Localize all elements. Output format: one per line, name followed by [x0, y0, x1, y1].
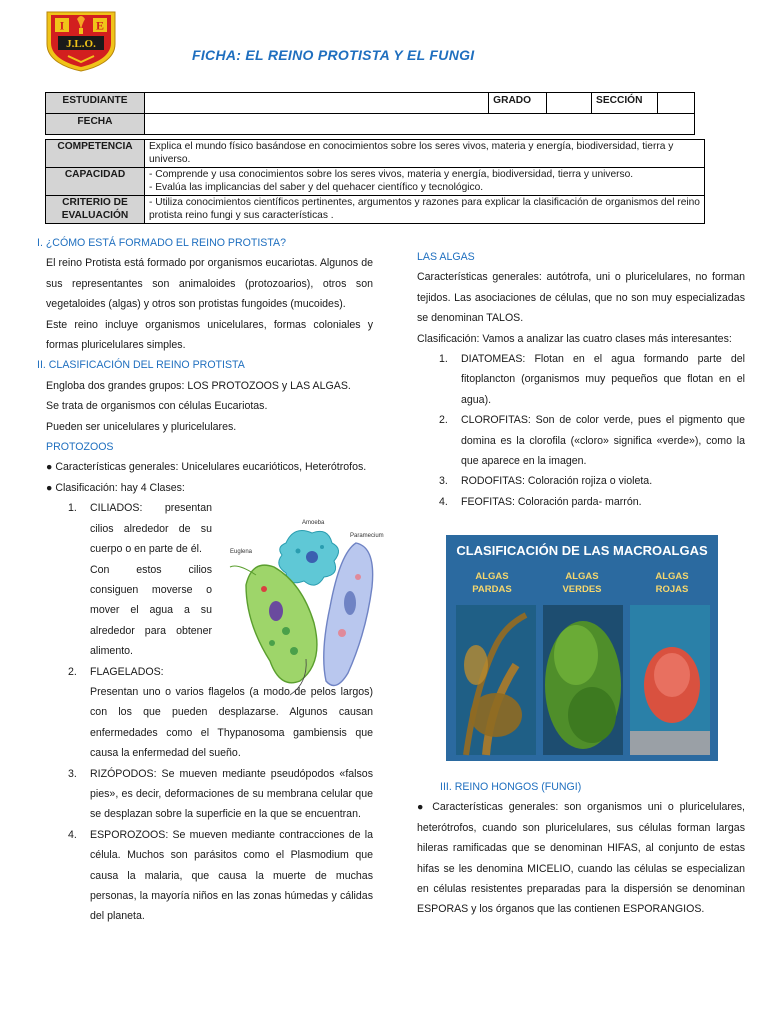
- date-field[interactable]: [144, 114, 694, 135]
- section-field[interactable]: [658, 93, 695, 114]
- competency-table: [45, 139, 705, 224]
- paragraph: Pueden ser unicelulares y pluricelulares.: [46, 420, 237, 433]
- list-item: 4. ESPOROZOOS: Se mueven mediante contracciones de la célula. Muchos son parásitos como el Plasmodium que causa la malaria, que causa la muerte de muchas personas, la mayoría niños en las zonas húmedas y cálidas del planeta.: [68, 828, 373, 923]
- logo-letter-e: E: [95, 18, 105, 33]
- column-label-brown-2: PARDAS: [472, 584, 512, 595]
- list-item: 2. FLAGELADOS: Presentan uno o varios flagelos (a modo de pelos largos) con los que pueden desplazarse. Algunos causan enfermedades como el Thypanosoma gambiensis que causa la enfermedad del sueño.: [68, 665, 373, 760]
- capacity-label: CAPACIDAD: [46, 168, 145, 196]
- bullet: ● Características generales: Unicelulares eucarióticos, Heterótrofos.: [46, 461, 367, 474]
- section-heading: LAS ALGAS: [417, 251, 475, 263]
- right-column: [417, 247, 745, 512]
- capacity-line: - Comprende y usa conocimientos sobre los seres vivos, materia y energía, biodiversidad, tierra y universo.: [149, 169, 634, 180]
- student-info-table: [45, 92, 695, 135]
- student-label: ESTUDIANTE: [46, 93, 145, 114]
- paragraph: Engloba dos grandes grupos: LOS PROTOZOOS y LAS ALGAS.: [46, 379, 351, 392]
- section-heading: II. CLASIFICACIÓN DEL REINO PROTISTA: [37, 359, 245, 372]
- macroalgae-title: CLASIFICACIÓN DE LAS MACROALGAS: [456, 543, 708, 558]
- column-label-brown: ALGAS: [475, 571, 509, 582]
- list-item: 3. RODOFITAS: Coloración rojiza o violeta.: [439, 475, 653, 488]
- list-item: 2. CLOROFITAS: Son de color verde, pues el pigmento que domina es la clorofila («cloro» significa «verde»), como la que aparece en la imagen.: [439, 414, 745, 468]
- logo-letter-i: I: [59, 18, 65, 33]
- grade-field[interactable]: [547, 93, 592, 114]
- paragraph: Este reino incluye organismos unicelulares, formas coloniales y formas pluricelulares simples.: [46, 318, 373, 352]
- red-algae-photo: [630, 605, 710, 755]
- capacity-text: [145, 168, 705, 196]
- column-label-red: ALGAS: [655, 571, 689, 582]
- paragraph: Características generales: autótrofa, uni o pluricelulares, no forman tejidos. Las asociaciones de células, que no son muy especializadas se denominan TALOS.: [417, 271, 745, 325]
- criteria-text: - Utiliza conocimientos científicos pertinentes, argumentos y razones para explicar la clasificación de organismos del reino protista reino fungi y sus características .: [145, 196, 705, 224]
- paragraph: El reino Protista está formado por organismos eucariotas. Algunos de sus representantes son animaloides (protozoarios), otros son vegetaloides (algas) y otros son protistas fungoides (mucoides).: [46, 257, 373, 311]
- fungi-section: [417, 777, 745, 920]
- capacity-line: - Evalúa las implicancias del saber y del quehacer científico y tecnológico.: [149, 181, 484, 193]
- competency-label: COMPETENCIA: [46, 140, 145, 168]
- list-item: 4. FEOFITAS: Coloración parda- marrón.: [439, 495, 642, 508]
- euglena-label: Euglena: [230, 549, 253, 555]
- column-label-red-2: ROJAS: [655, 584, 689, 595]
- protozoa-illustration: [216, 503, 396, 701]
- column-label-green: ALGAS: [565, 571, 599, 582]
- student-field[interactable]: [144, 93, 488, 114]
- list-item: 1. DIATOMEAS: Flotan en el agua formando parte del fitoplancton (organismos muy pequeños que flotan en el agua).: [439, 353, 745, 406]
- criteria-label: CRITERIO DE EVALUACIÓN: [46, 196, 145, 224]
- competency-text: Explica el mundo físico basándose en conocimientos sobre los seres vivos, materia y energía, biodiversidad, tierra y universo.: [145, 140, 705, 168]
- section-heading: III. REINO HONGOS (FUNGI): [440, 781, 582, 793]
- section-heading: I. ¿CÓMO ESTÁ FORMADO EL REINO PROTISTA?: [37, 237, 286, 249]
- document-title: FICHA: EL REINO PROTISTA Y EL FUNGI: [192, 47, 475, 63]
- paramecium-label: Paramecium: [350, 533, 384, 539]
- list-item: 1. CILIADOS: presentan cilios alrededor de su cuerpo o en parte de él. Con estos cilios consiguen moverse o mover el agua a su alrededor para obtener alimento.: [68, 502, 212, 658]
- grade-label: GRADO: [489, 93, 547, 114]
- green-algae-photo: [543, 605, 623, 755]
- bullet: ● Clasificación: hay 4 Clases:: [46, 481, 185, 494]
- macroalgae-image: [446, 535, 718, 761]
- school-logo: [44, 10, 118, 72]
- amoeba-label: Amoeba: [302, 520, 325, 526]
- paragraph: ● Características generales: son organismos uni o pluricelulares, heterótrofos, cuando son pluricelulares, sus células forman largas hileras ramificadas que se denominan HIFAS, al conjunto de estas hifas se les denomina MICELIO, cuando las células se especializan en células resistentes preparadas para la dispersión se denominan ESPORAS y los órganos que las contienen ESPORANGIOS.: [417, 801, 745, 916]
- logo-text: J.L.O.: [66, 38, 96, 50]
- paragraph: Se trata de organismos con células Eucariotas.: [46, 400, 268, 413]
- date-label: FECHA: [46, 114, 145, 135]
- paragraph: Clasificación: Vamos a analizar las cuatro clases más interesantes:: [417, 332, 732, 345]
- list-item: 3. RIZÓPODOS: Se mueven mediante pseudópodos «falsos pies», es decir, deformaciones de su membrana celular que se desplazan sobre la superficie en la que se encuentran.: [68, 767, 373, 821]
- column-label-green-2: VERDES: [562, 584, 602, 595]
- section-label: SECCIÓN: [592, 93, 658, 114]
- brown-algae-photo: [456, 605, 536, 755]
- subheading: PROTOZOOS: [46, 441, 114, 454]
